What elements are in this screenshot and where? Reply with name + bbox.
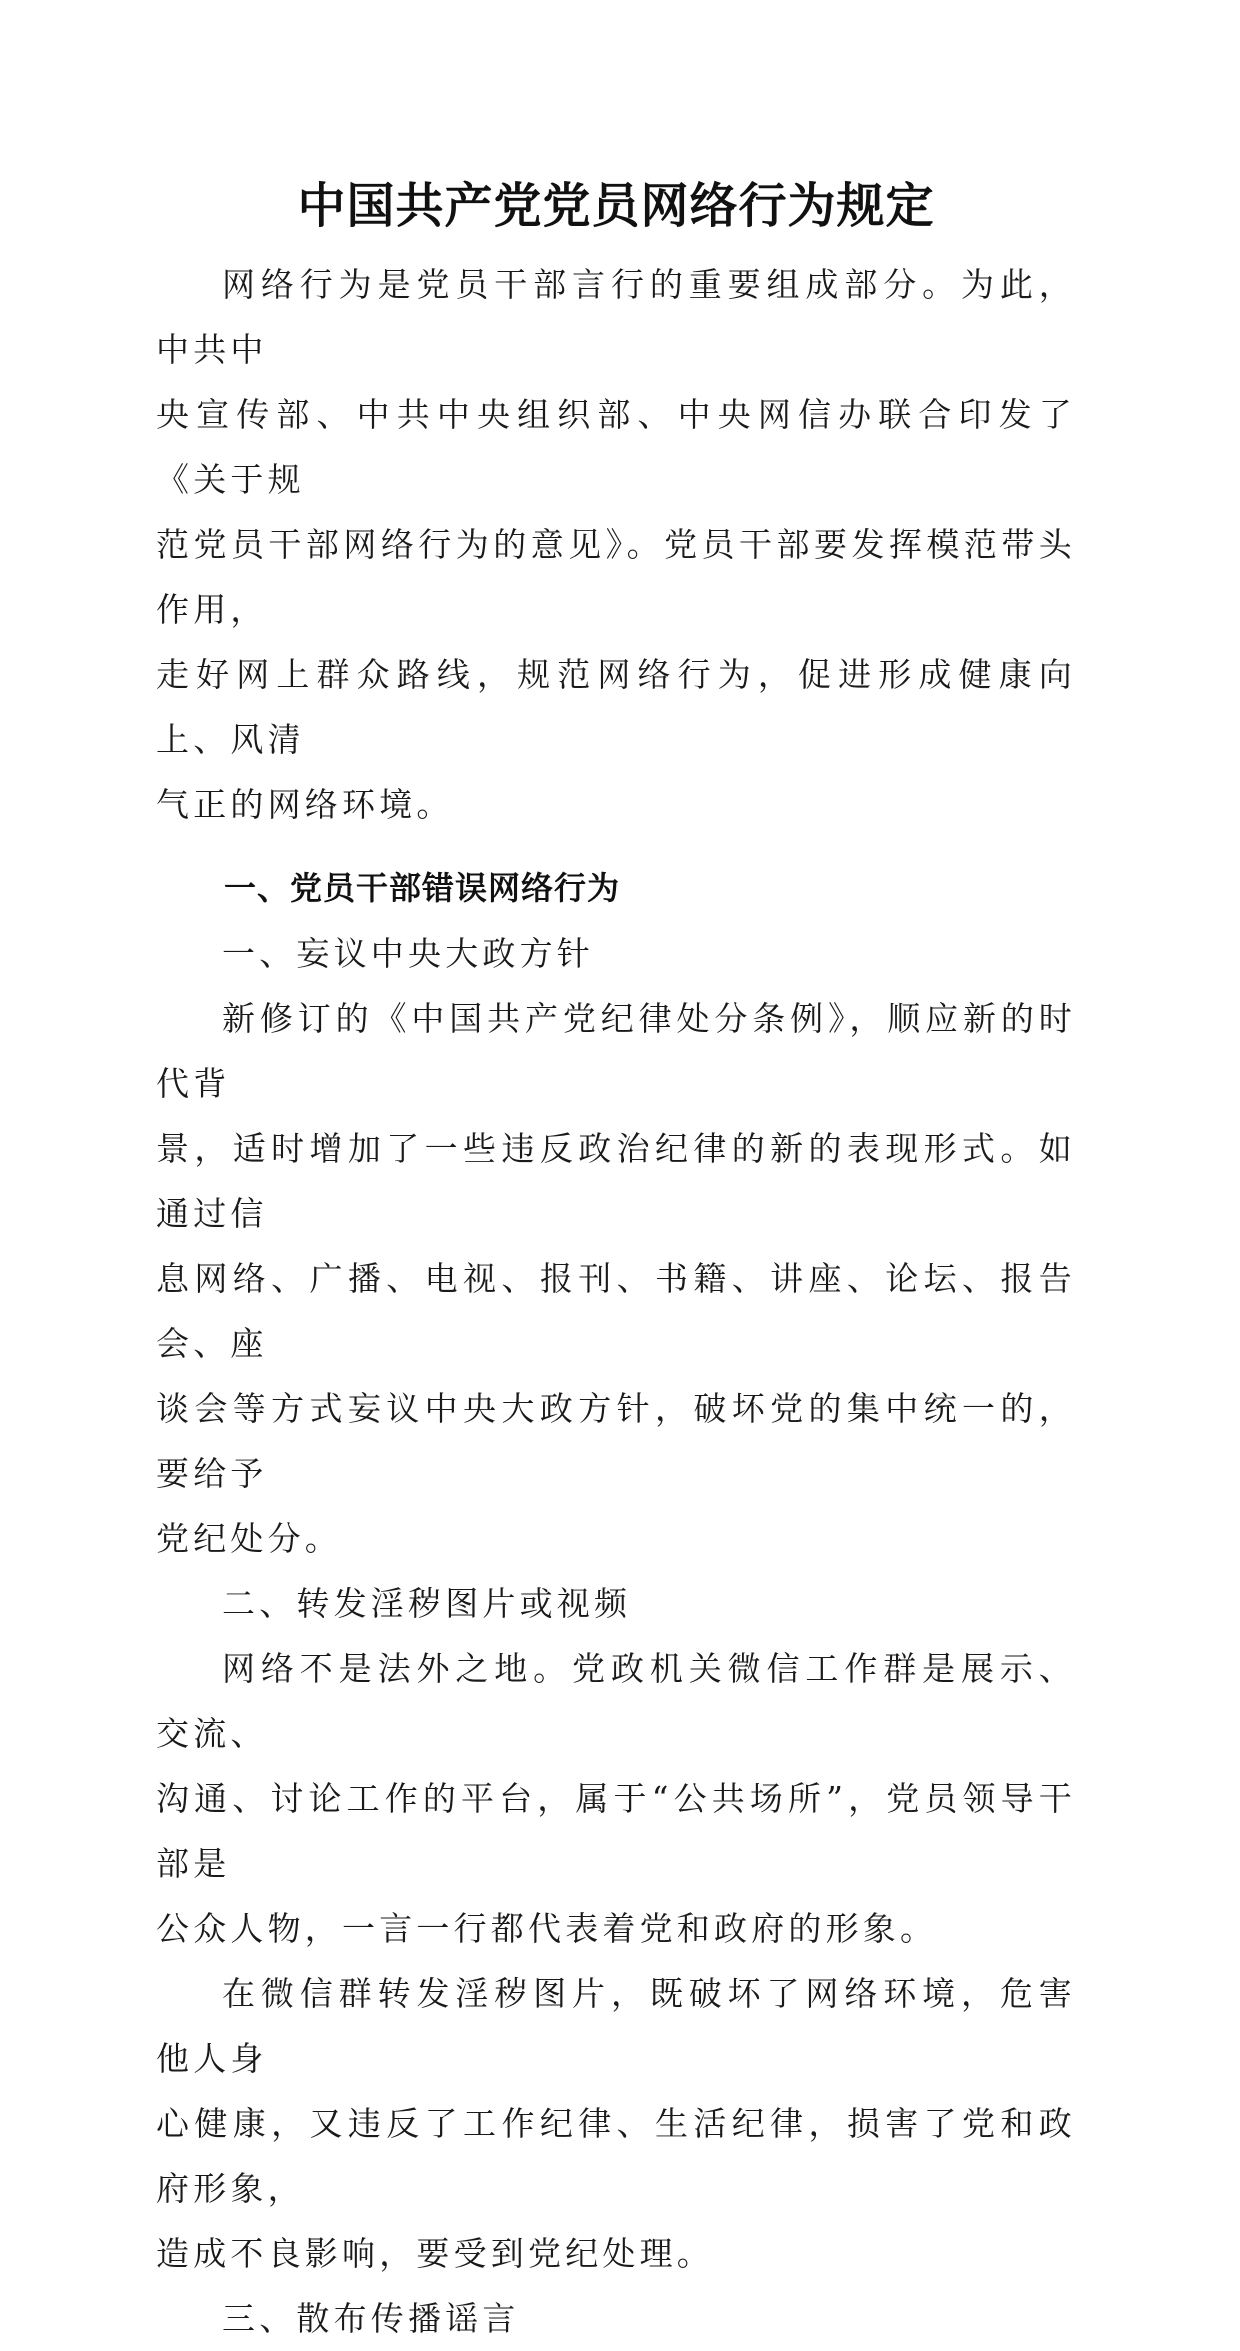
section-heading: 一、党员干部错误网络行为 xyxy=(224,869,621,907)
item-2-paragraph-1: 网络不是法外之地。党政机关微信工作群是展示、交流、 沟通、讨论工作的平台，属于“公共场所”，党员领导干部是 公众人物，一言一行都代表着党和政府的形象。 xyxy=(156,1649,1076,1948)
item-heading-1: 一、妄议中央大政方针 xyxy=(222,934,594,973)
document-page xyxy=(156,170,1076,2351)
item-1-paragraph-1: 新修订的《中国共产党纪律处分条例》，顺应新的时代背 景，适时增加了一些违反政治纪律的新的表现形式。如通过信 息网络、广播、电视、报刊、书籍、讲座、论坛、报告会、座 谈会等方式妄议中央大政方针，破坏党的集中统一的，要给予 党纪处分。 xyxy=(156,999,1076,1558)
item-heading-2: 二、转发淫秽图片或视频 xyxy=(222,1584,632,1623)
item-heading-3: 三、散布传播谣言 xyxy=(222,2299,520,2338)
document-title: 中国共产党党员网络行为规定 xyxy=(297,178,935,234)
intro-paragraph: 网络行为是党员干部言行的重要组成部分。为此，中共中 央宣传部、中共中央组织部、中央网信办联合印发了《关于规 范党员干部网络行为的意见》。党员干部要发挥模范带头作用， 走好网上群众路线，规范网络行为，促进形成健康向上、风清 气正的网络环境。 xyxy=(156,265,1076,824)
item-2-paragraph-2: 在微信群转发淫秽图片，既破坏了网络环境，危害他人身 心健康，又违反了工作纪律、生活纪律，损害了党和政府形象， 造成不良影响，要受到党纪处理。 xyxy=(156,1974,1076,2273)
